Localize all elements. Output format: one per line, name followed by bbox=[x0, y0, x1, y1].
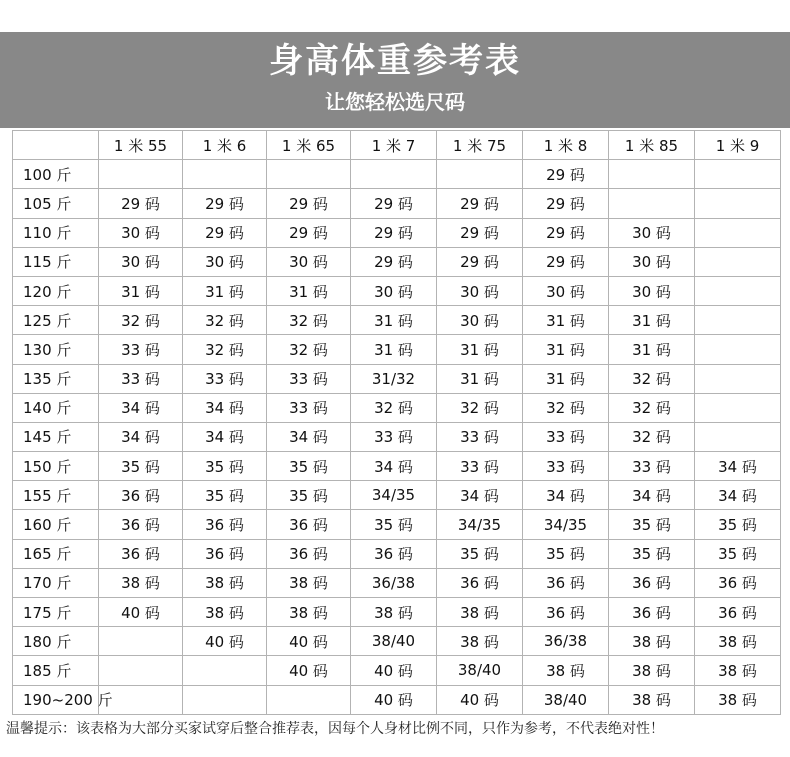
size-cell: 33 码 bbox=[609, 452, 695, 481]
size-cell: 31 码 bbox=[437, 364, 523, 393]
table-row bbox=[13, 539, 781, 568]
weight-label-cell: 170 斤 bbox=[13, 568, 99, 597]
size-cell: 36 码 bbox=[99, 481, 183, 510]
table-row bbox=[13, 335, 781, 364]
size-cell: 31 码 bbox=[351, 306, 437, 335]
size-cell: 34 码 bbox=[183, 393, 267, 422]
weight-label-cell: 120 斤 bbox=[13, 276, 99, 305]
size-cell bbox=[99, 627, 183, 656]
size-cell: 31 码 bbox=[267, 276, 351, 305]
table-row bbox=[13, 568, 781, 597]
size-cell: 35 码 bbox=[437, 539, 523, 568]
size-cell: 29 码 bbox=[437, 247, 523, 276]
size-cell: 34 码 bbox=[351, 452, 437, 481]
size-cell: 36 码 bbox=[695, 598, 781, 627]
weight-label-cell: 155 斤 bbox=[13, 481, 99, 510]
table-row bbox=[13, 393, 781, 422]
size-cell: 32 码 bbox=[523, 393, 609, 422]
size-cell: 29 码 bbox=[351, 247, 437, 276]
table-row bbox=[13, 189, 781, 218]
size-cell: 32 码 bbox=[609, 393, 695, 422]
size-cell bbox=[437, 160, 523, 189]
size-cell: 38 码 bbox=[609, 627, 695, 656]
weight-label-cell: 105 斤 bbox=[13, 189, 99, 218]
size-cell: 35 码 bbox=[351, 510, 437, 539]
size-cell: 35 码 bbox=[267, 481, 351, 510]
size-cell: 29 码 bbox=[523, 160, 609, 189]
weight-label-cell: 115 斤 bbox=[13, 247, 99, 276]
size-cell: 32 码 bbox=[99, 306, 183, 335]
size-cell bbox=[183, 656, 267, 685]
table-row bbox=[13, 247, 781, 276]
size-cell bbox=[695, 393, 781, 422]
size-cell: 31 码 bbox=[351, 335, 437, 364]
size-cell: 30 码 bbox=[437, 306, 523, 335]
title-banner bbox=[0, 32, 790, 128]
size-cell: 34 码 bbox=[695, 481, 781, 510]
size-cell: 32 码 bbox=[437, 393, 523, 422]
size-cell: 29 码 bbox=[437, 218, 523, 247]
size-cell: 38 码 bbox=[523, 656, 609, 685]
table-row bbox=[13, 627, 781, 656]
height-header-cell: 1 米 85 bbox=[609, 131, 695, 160]
size-cell: 32 码 bbox=[609, 364, 695, 393]
size-cell: 36 码 bbox=[523, 598, 609, 627]
size-cell bbox=[695, 422, 781, 451]
size-cell bbox=[609, 189, 695, 218]
size-cell: 40 码 bbox=[437, 685, 523, 714]
size-cell: 36 码 bbox=[351, 539, 437, 568]
size-cell: 30 码 bbox=[609, 247, 695, 276]
size-cell: 38 码 bbox=[183, 598, 267, 627]
size-cell: 36 码 bbox=[267, 539, 351, 568]
size-cell: 31 码 bbox=[609, 335, 695, 364]
size-table bbox=[12, 130, 781, 715]
table-row bbox=[13, 481, 781, 510]
size-cell: 34 码 bbox=[99, 422, 183, 451]
size-cell: 33 码 bbox=[437, 422, 523, 451]
height-header-cell: 1 米 55 bbox=[99, 131, 183, 160]
size-cell: 40 码 bbox=[267, 627, 351, 656]
size-cell: 32 码 bbox=[267, 335, 351, 364]
size-cell: 33 码 bbox=[99, 364, 183, 393]
size-cell: 33 码 bbox=[267, 393, 351, 422]
size-cell: 33 码 bbox=[99, 335, 183, 364]
size-cell: 31 码 bbox=[523, 364, 609, 393]
size-cell: 34/35 bbox=[437, 510, 523, 539]
size-cell: 36 码 bbox=[609, 598, 695, 627]
table-body bbox=[13, 160, 781, 715]
size-cell bbox=[183, 160, 267, 189]
size-cell: 30 码 bbox=[609, 218, 695, 247]
size-cell: 31 码 bbox=[609, 306, 695, 335]
footer-note: 温馨提示：该表格为大部分买家试穿后整合推荐表，因每个人身材比例不同，只作为参考，不代表绝对性！ bbox=[6, 721, 664, 737]
size-cell: 36 码 bbox=[99, 510, 183, 539]
size-cell: 32 码 bbox=[609, 422, 695, 451]
size-cell: 35 码 bbox=[609, 539, 695, 568]
size-cell: 30 码 bbox=[99, 247, 183, 276]
size-cell: 35 码 bbox=[523, 539, 609, 568]
size-cell: 40 码 bbox=[351, 685, 437, 714]
size-cell: 35 码 bbox=[99, 452, 183, 481]
size-cell: 34/35 bbox=[523, 510, 609, 539]
size-cell: 38 码 bbox=[695, 685, 781, 714]
weight-label-cell: 145 斤 bbox=[13, 422, 99, 451]
weight-label-cell: 160 斤 bbox=[13, 510, 99, 539]
table-row bbox=[13, 422, 781, 451]
size-cell: 38 码 bbox=[183, 568, 267, 597]
size-cell: 36 码 bbox=[437, 568, 523, 597]
size-cell: 36 码 bbox=[267, 510, 351, 539]
size-cell: 34 码 bbox=[609, 481, 695, 510]
size-cell: 34/35 bbox=[351, 481, 437, 510]
size-cell: 35 码 bbox=[695, 510, 781, 539]
size-cell bbox=[695, 247, 781, 276]
table-header-row bbox=[13, 131, 781, 160]
size-cell: 36 码 bbox=[183, 510, 267, 539]
size-cell: 38 码 bbox=[609, 685, 695, 714]
weight-label-cell: 125 斤 bbox=[13, 306, 99, 335]
size-cell: 33 码 bbox=[351, 422, 437, 451]
size-cell bbox=[99, 160, 183, 189]
height-header-cell: 1 米 65 bbox=[267, 131, 351, 160]
size-cell: 38 码 bbox=[437, 627, 523, 656]
size-cell: 29 码 bbox=[437, 189, 523, 218]
size-cell bbox=[695, 335, 781, 364]
corner-header-cell bbox=[13, 131, 99, 160]
size-cell: 29 码 bbox=[523, 189, 609, 218]
weight-label-cell: 130 斤 bbox=[13, 335, 99, 364]
page-title: 身高体重参考表 bbox=[269, 41, 521, 81]
table-row bbox=[13, 452, 781, 481]
weight-label-cell: 165 斤 bbox=[13, 539, 99, 568]
table-row bbox=[13, 656, 781, 685]
table-row bbox=[13, 364, 781, 393]
size-cell: 35 码 bbox=[695, 539, 781, 568]
table-row bbox=[13, 306, 781, 335]
size-cell: 38/40 bbox=[437, 656, 523, 685]
size-cell: 34 码 bbox=[267, 422, 351, 451]
size-cell: 33 码 bbox=[183, 364, 267, 393]
size-cell: 35 码 bbox=[183, 481, 267, 510]
size-cell: 36 码 bbox=[523, 568, 609, 597]
size-cell: 29 码 bbox=[99, 189, 183, 218]
weight-label-cell: 150 斤 bbox=[13, 452, 99, 481]
size-cell bbox=[695, 276, 781, 305]
size-cell: 35 码 bbox=[609, 510, 695, 539]
table-row bbox=[13, 510, 781, 539]
size-cell: 30 码 bbox=[183, 247, 267, 276]
size-cell bbox=[267, 685, 351, 714]
size-cell: 29 码 bbox=[183, 189, 267, 218]
size-cell: 33 码 bbox=[267, 364, 351, 393]
size-cell: 31 码 bbox=[99, 276, 183, 305]
size-cell bbox=[695, 364, 781, 393]
size-cell: 40 码 bbox=[351, 656, 437, 685]
size-cell: 32 码 bbox=[267, 306, 351, 335]
size-cell: 30 码 bbox=[351, 276, 437, 305]
page-subtitle: 让您轻松选尺码 bbox=[325, 90, 465, 114]
size-cell: 38 码 bbox=[609, 656, 695, 685]
size-cell bbox=[99, 656, 183, 685]
size-cell: 38/40 bbox=[351, 627, 437, 656]
size-cell: 31 码 bbox=[183, 276, 267, 305]
table-row bbox=[13, 218, 781, 247]
height-header-cell: 1 米 6 bbox=[183, 131, 267, 160]
size-cell bbox=[695, 189, 781, 218]
size-cell: 34 码 bbox=[183, 422, 267, 451]
size-cell: 29 码 bbox=[267, 189, 351, 218]
size-cell: 36 码 bbox=[609, 568, 695, 597]
height-header-cell: 1 米 8 bbox=[523, 131, 609, 160]
size-cell: 40 码 bbox=[183, 627, 267, 656]
size-cell: 29 码 bbox=[267, 218, 351, 247]
weight-label-cell: 190~200 斤 bbox=[13, 685, 99, 714]
size-cell: 31 码 bbox=[523, 306, 609, 335]
size-cell: 38 码 bbox=[267, 568, 351, 597]
size-cell: 34 码 bbox=[523, 481, 609, 510]
size-cell bbox=[609, 160, 695, 189]
size-cell: 36/38 bbox=[351, 568, 437, 597]
size-cell: 33 码 bbox=[437, 452, 523, 481]
weight-label-cell: 180 斤 bbox=[13, 627, 99, 656]
height-header-cell: 1 米 7 bbox=[351, 131, 437, 160]
size-cell: 31 码 bbox=[437, 335, 523, 364]
size-cell: 38 码 bbox=[437, 598, 523, 627]
size-cell bbox=[695, 160, 781, 189]
size-cell bbox=[351, 160, 437, 189]
height-header-cell: 1 米 9 bbox=[695, 131, 781, 160]
size-cell: 38 码 bbox=[695, 656, 781, 685]
table-row bbox=[13, 598, 781, 627]
size-cell: 34 码 bbox=[695, 452, 781, 481]
table-row bbox=[13, 160, 781, 189]
size-cell: 34 码 bbox=[437, 481, 523, 510]
weight-label-cell: 110 斤 bbox=[13, 218, 99, 247]
weight-label-cell: 175 斤 bbox=[13, 598, 99, 627]
size-cell: 29 码 bbox=[523, 218, 609, 247]
size-cell bbox=[695, 218, 781, 247]
size-cell: 40 码 bbox=[267, 656, 351, 685]
size-cell: 30 码 bbox=[99, 218, 183, 247]
size-cell: 32 码 bbox=[183, 335, 267, 364]
size-cell: 38 码 bbox=[99, 568, 183, 597]
size-cell: 29 码 bbox=[351, 218, 437, 247]
size-cell: 33 码 bbox=[523, 452, 609, 481]
size-cell: 38 码 bbox=[695, 627, 781, 656]
size-cell: 31 码 bbox=[523, 335, 609, 364]
size-cell: 32 码 bbox=[351, 393, 437, 422]
size-cell: 36 码 bbox=[183, 539, 267, 568]
size-cell bbox=[267, 160, 351, 189]
size-cell: 38 码 bbox=[267, 598, 351, 627]
weight-label-cell: 185 斤 bbox=[13, 656, 99, 685]
height-header-cell: 1 米 75 bbox=[437, 131, 523, 160]
size-cell: 30 码 bbox=[437, 276, 523, 305]
size-cell: 36 码 bbox=[99, 539, 183, 568]
size-cell: 29 码 bbox=[523, 247, 609, 276]
size-cell: 36 码 bbox=[695, 568, 781, 597]
size-cell: 35 码 bbox=[183, 452, 267, 481]
size-cell bbox=[183, 685, 267, 714]
size-cell: 40 码 bbox=[99, 598, 183, 627]
size-cell: 33 码 bbox=[523, 422, 609, 451]
size-cell: 35 码 bbox=[267, 452, 351, 481]
size-cell: 29 码 bbox=[351, 189, 437, 218]
size-cell: 30 码 bbox=[523, 276, 609, 305]
size-cell: 38/40 bbox=[523, 685, 609, 714]
size-cell: 32 码 bbox=[183, 306, 267, 335]
size-cell bbox=[695, 306, 781, 335]
size-cell: 36/38 bbox=[523, 627, 609, 656]
size-cell: 30 码 bbox=[267, 247, 351, 276]
weight-label-cell: 135 斤 bbox=[13, 364, 99, 393]
size-cell: 31/32 bbox=[351, 364, 437, 393]
table-row bbox=[13, 685, 781, 714]
weight-label-cell: 140 斤 bbox=[13, 393, 99, 422]
size-cell: 30 码 bbox=[609, 276, 695, 305]
table-row bbox=[13, 276, 781, 305]
size-cell: 34 码 bbox=[99, 393, 183, 422]
size-cell: 29 码 bbox=[183, 218, 267, 247]
size-cell: 38 码 bbox=[351, 598, 437, 627]
weight-label-cell: 100 斤 bbox=[13, 160, 99, 189]
